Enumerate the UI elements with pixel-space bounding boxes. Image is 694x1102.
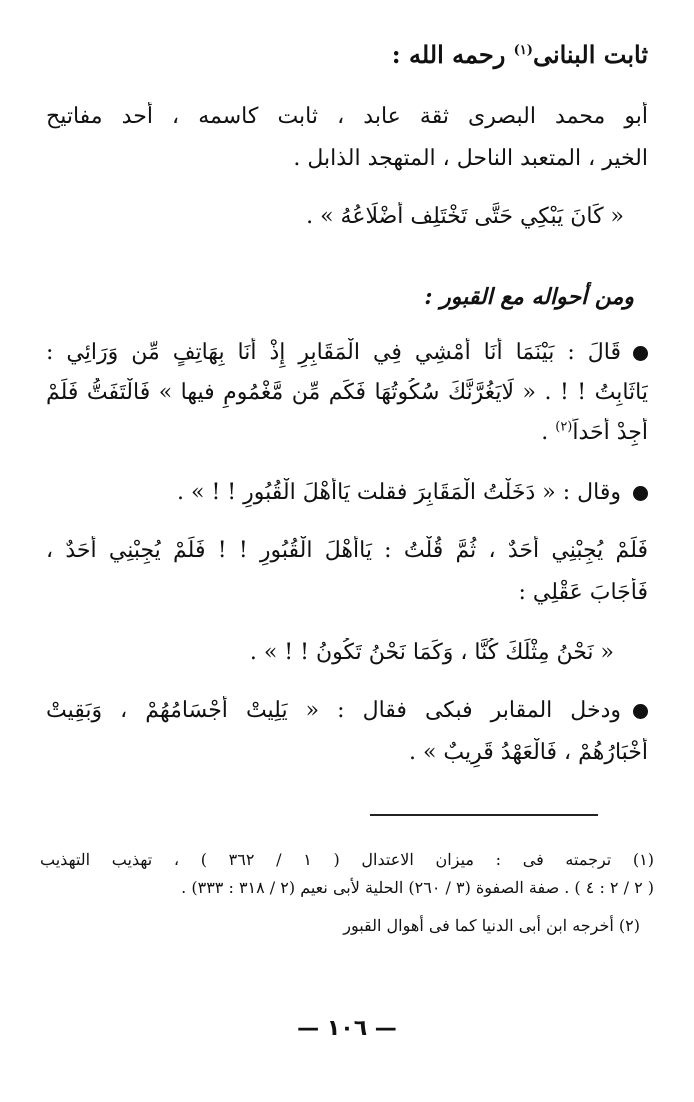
- paragraph-1-end-mark: .: [541, 420, 556, 445]
- paragraph-4-text: ودخل المقابر فبكى فقال : « يَلِيتْ أَجْسَامُهُمْ ، وَبَقِيتْ: [46, 698, 621, 723]
- footnote-ref-1: (١): [513, 43, 533, 58]
- bio-line: الخير ، المتعبد الناحل ، المتهجد الذابل .: [293, 146, 648, 171]
- footnote-1-line-1: (١) ترجمته فى : ميزان الاعتدال ( ١ / ٣٦٢ ) ، تهذيب التهذيب: [40, 850, 654, 869]
- paragraph-2: [46, 478, 648, 508]
- paragraph-1-end-text: أَجِدْ أَحَداً: [572, 420, 648, 445]
- bullet-icon: [633, 486, 648, 501]
- section-heading: [46, 40, 648, 70]
- footnote-1-line-2: ( ٢ / ٢ : ٤ ) . صفة الصفوة (٣ / ٢٦٠) الحلية لأبى نعيم (٢ / ٣١٨ : ٣٣٣) .: [181, 878, 654, 897]
- paragraph-1-line-1: [46, 338, 648, 368]
- footnote-ref-2: (٢): [555, 419, 573, 435]
- heading-name: ثابت البنانى: [532, 40, 648, 69]
- quote-weeping: « كَانَ يَبْكِي حَتَّى تَخْتَلِف أَضْلَاعُهُ » .: [306, 204, 624, 229]
- paragraph-3-line-1: فَلَمْ يُجِبْنِي أَحَدٌ ، ثُمَّ قُلْتُ : يَاأَهْلَ الْقُبُورِ ! ! فَلَمْ يُجِبْنِي أَحَدٌ ،: [46, 538, 648, 563]
- paragraph-3-line-2: فَأَجَابَ عَقْلِي :: [518, 580, 648, 605]
- quote-we-were: « نَحْنُ مِثْلَكَ كُنَّا ، وَكَمَا نَحْنُ تَكُونُ ! ! » .: [249, 640, 614, 665]
- paragraph-1-text: قَالَ : بَيْنَمَا أَنَا أَمْشِي فِي الْمَقَابِرِ إِذْ أَنَا بِهَاتِفٍ مِّن وَرَائِي :: [46, 340, 621, 365]
- paragraph-1-line-2: يَاثَابِتُ ! ! . « لَايَغُرَّنَّكَ سُكُوتُهَا فَكَم مِّن مَّغْمُومٍ فيها » فَالْتَفَتُّ فَلَمْ: [46, 380, 648, 405]
- page-number: — ١٠٦ —: [297, 1016, 397, 1041]
- bio-line: أبو محمد البصرى ثقة عابد ، ثابت كاسمه ، أحد مفاتيح: [46, 104, 648, 129]
- paragraph-2-text: وقال : « دَخَلْتُ الْمَقَابِرَ فقلت يَاأَهْلَ الْقُبُورِ ! ! » .: [177, 480, 621, 505]
- paragraph-4-line-2: أَخْبَارُهُمْ ، فَالْعَهْدُ قَرِيبٌ » .: [408, 740, 648, 765]
- paragraph-1-line-3: [46, 418, 648, 448]
- bullet-icon: [633, 704, 648, 719]
- footnote-2: (٢) أخرجه ابن أبى الدنيا كما فى أهوال القبور: [343, 916, 640, 935]
- bullet-icon: [633, 346, 648, 361]
- footnote-divider: [370, 814, 598, 816]
- subheading: ومن أحواله مع القبور :: [424, 284, 634, 310]
- paragraph-4-line-1: [46, 696, 648, 726]
- heading-suffix: رحمه الله :: [391, 40, 506, 69]
